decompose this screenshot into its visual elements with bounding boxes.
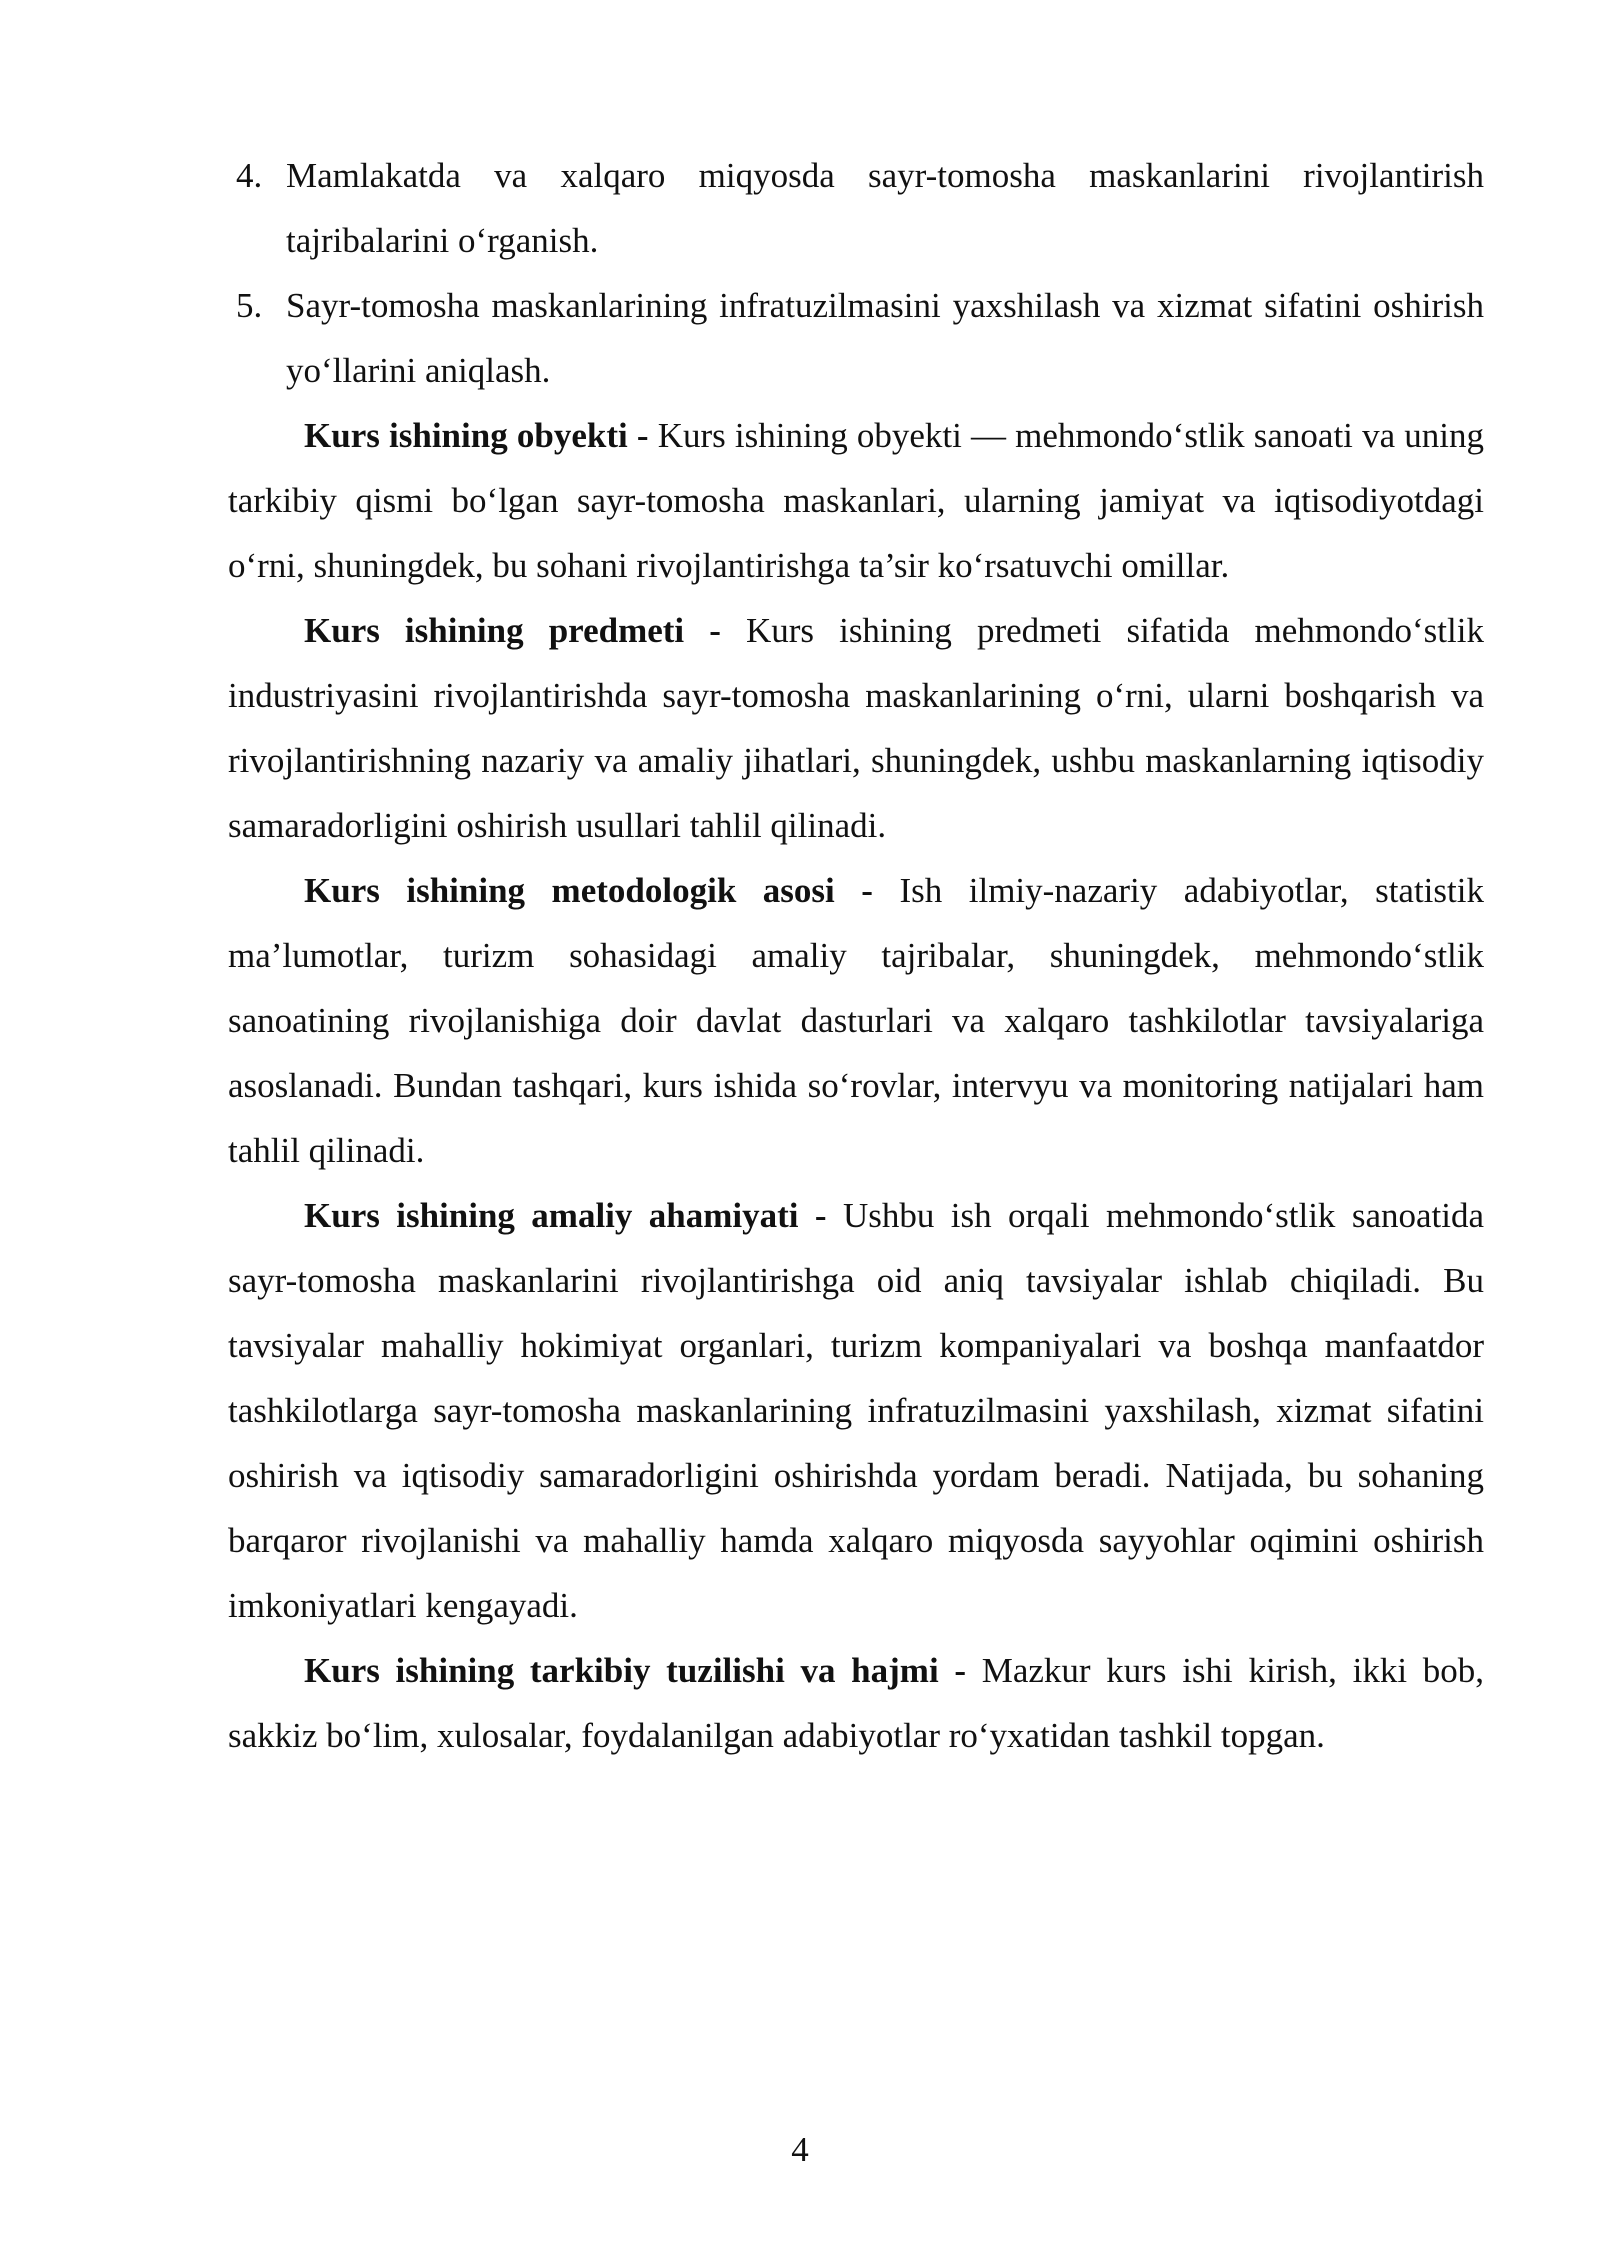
list-item-text: Sayr-tomosha maskanlarining infratuzilmasini yaxshilash va xizmat sifatini oshirish yo‘llarini aniqlash. — [286, 286, 1484, 390]
paragraph-subject — [228, 598, 1484, 858]
list-item — [228, 143, 1484, 273]
paragraph-text: Kurs ishining obyekti — mehmondo‘stlik sanoati va uning tarkibiy qismi bo‘lgan sayr-tomosha maskanlari, ularning jamiyat va iqtisodiyotdagi o‘rni, shuningdek, bu sohani rivojlantirishga ta’sir ko‘rsatuvchi omillar. — [228, 416, 1484, 585]
paragraph-text: Ushbu ish orqali mehmondo‘stlik sanoatida sayr-tomosha maskanlarini rivojlantirishga oid aniq tavsiyalar ishlab chiqiladi. Bu tavsiyalar mahalliy hokimiyat organlari, turizm kompaniyalari va boshqa manfaatdor tashkilotlarga sayr-tomosha maskanlarining infratuzilmasini yaxshilash, xizmat sifatini oshirish va iqtisodiy samaradorligini oshirishda yordam beradi. Natijada, bu sohaning barqaror rivojlanishi va mahalliy hamda xalqaro miqyosda sayyohlar oqimini oshirish imkoniyatlari kengayadi. — [228, 1196, 1484, 1625]
paragraph-heading: Kurs ishining metodologik asosi - — [304, 871, 873, 910]
list-item-number: 4. — [236, 156, 263, 195]
paragraph-text: Ish ilmiy-nazariy adabiyotlar, statistik ma’lumotlar, turizm sohasidagi amaliy tajribalar, shuningdek, mehmondo‘stlik sanoatining rivojlanishiga doir davlat dasturlari va xalqaro tashkilotlar tavsiyalariga asoslanadi. Bundan tashqari, kurs ishida so‘rovlar, intervyu va monitoring natijalari ham tahlil qilinadi. — [228, 871, 1484, 1170]
paragraph-object — [228, 403, 1484, 598]
page-content — [228, 143, 1484, 1768]
paragraph-practical-significance — [228, 1183, 1484, 1638]
paragraph-text: Mazkur kurs ishi kirish, ikki bob, sakkiz bo‘lim, xulosalar, foydalanilgan adabiyotlar ro‘yxatidan tashkil topgan. — [228, 1651, 1484, 1755]
page-number: 4 — [791, 2130, 809, 2169]
paragraph-methodology — [228, 858, 1484, 1183]
paragraph-heading: Kurs ishining predmeti - — [304, 611, 721, 650]
paragraph-heading: Kurs ishining tarkibiy tuzilishi va hajmi - — [304, 1651, 967, 1690]
list-item — [228, 273, 1484, 403]
list-item-number: 5. — [236, 286, 263, 325]
paragraph-heading: Kurs ishining obyekti - — [304, 416, 649, 455]
paragraph-heading: Kurs ishining amaliy ahamiyati - — [304, 1196, 827, 1235]
paragraph-text: Kurs ishining predmeti sifatida mehmondo‘stlik industriyasini rivojlantirishda sayr-tomosha maskanlarining o‘rni, ularni boshqarish va rivojlantirishning nazariy va amaliy jihatlari, shuningdek, ushbu maskanlarning iqtisodiy samaradorligini oshirish usullari tahlil qilinadi. — [228, 611, 1484, 845]
numbered-list — [228, 143, 1484, 403]
paragraph-structure — [228, 1638, 1484, 1768]
list-item-text: Mamlakatda va xalqaro miqyosda sayr-tomosha maskanlarini rivojlantirish tajribalarini o‘rganish. — [286, 156, 1484, 260]
